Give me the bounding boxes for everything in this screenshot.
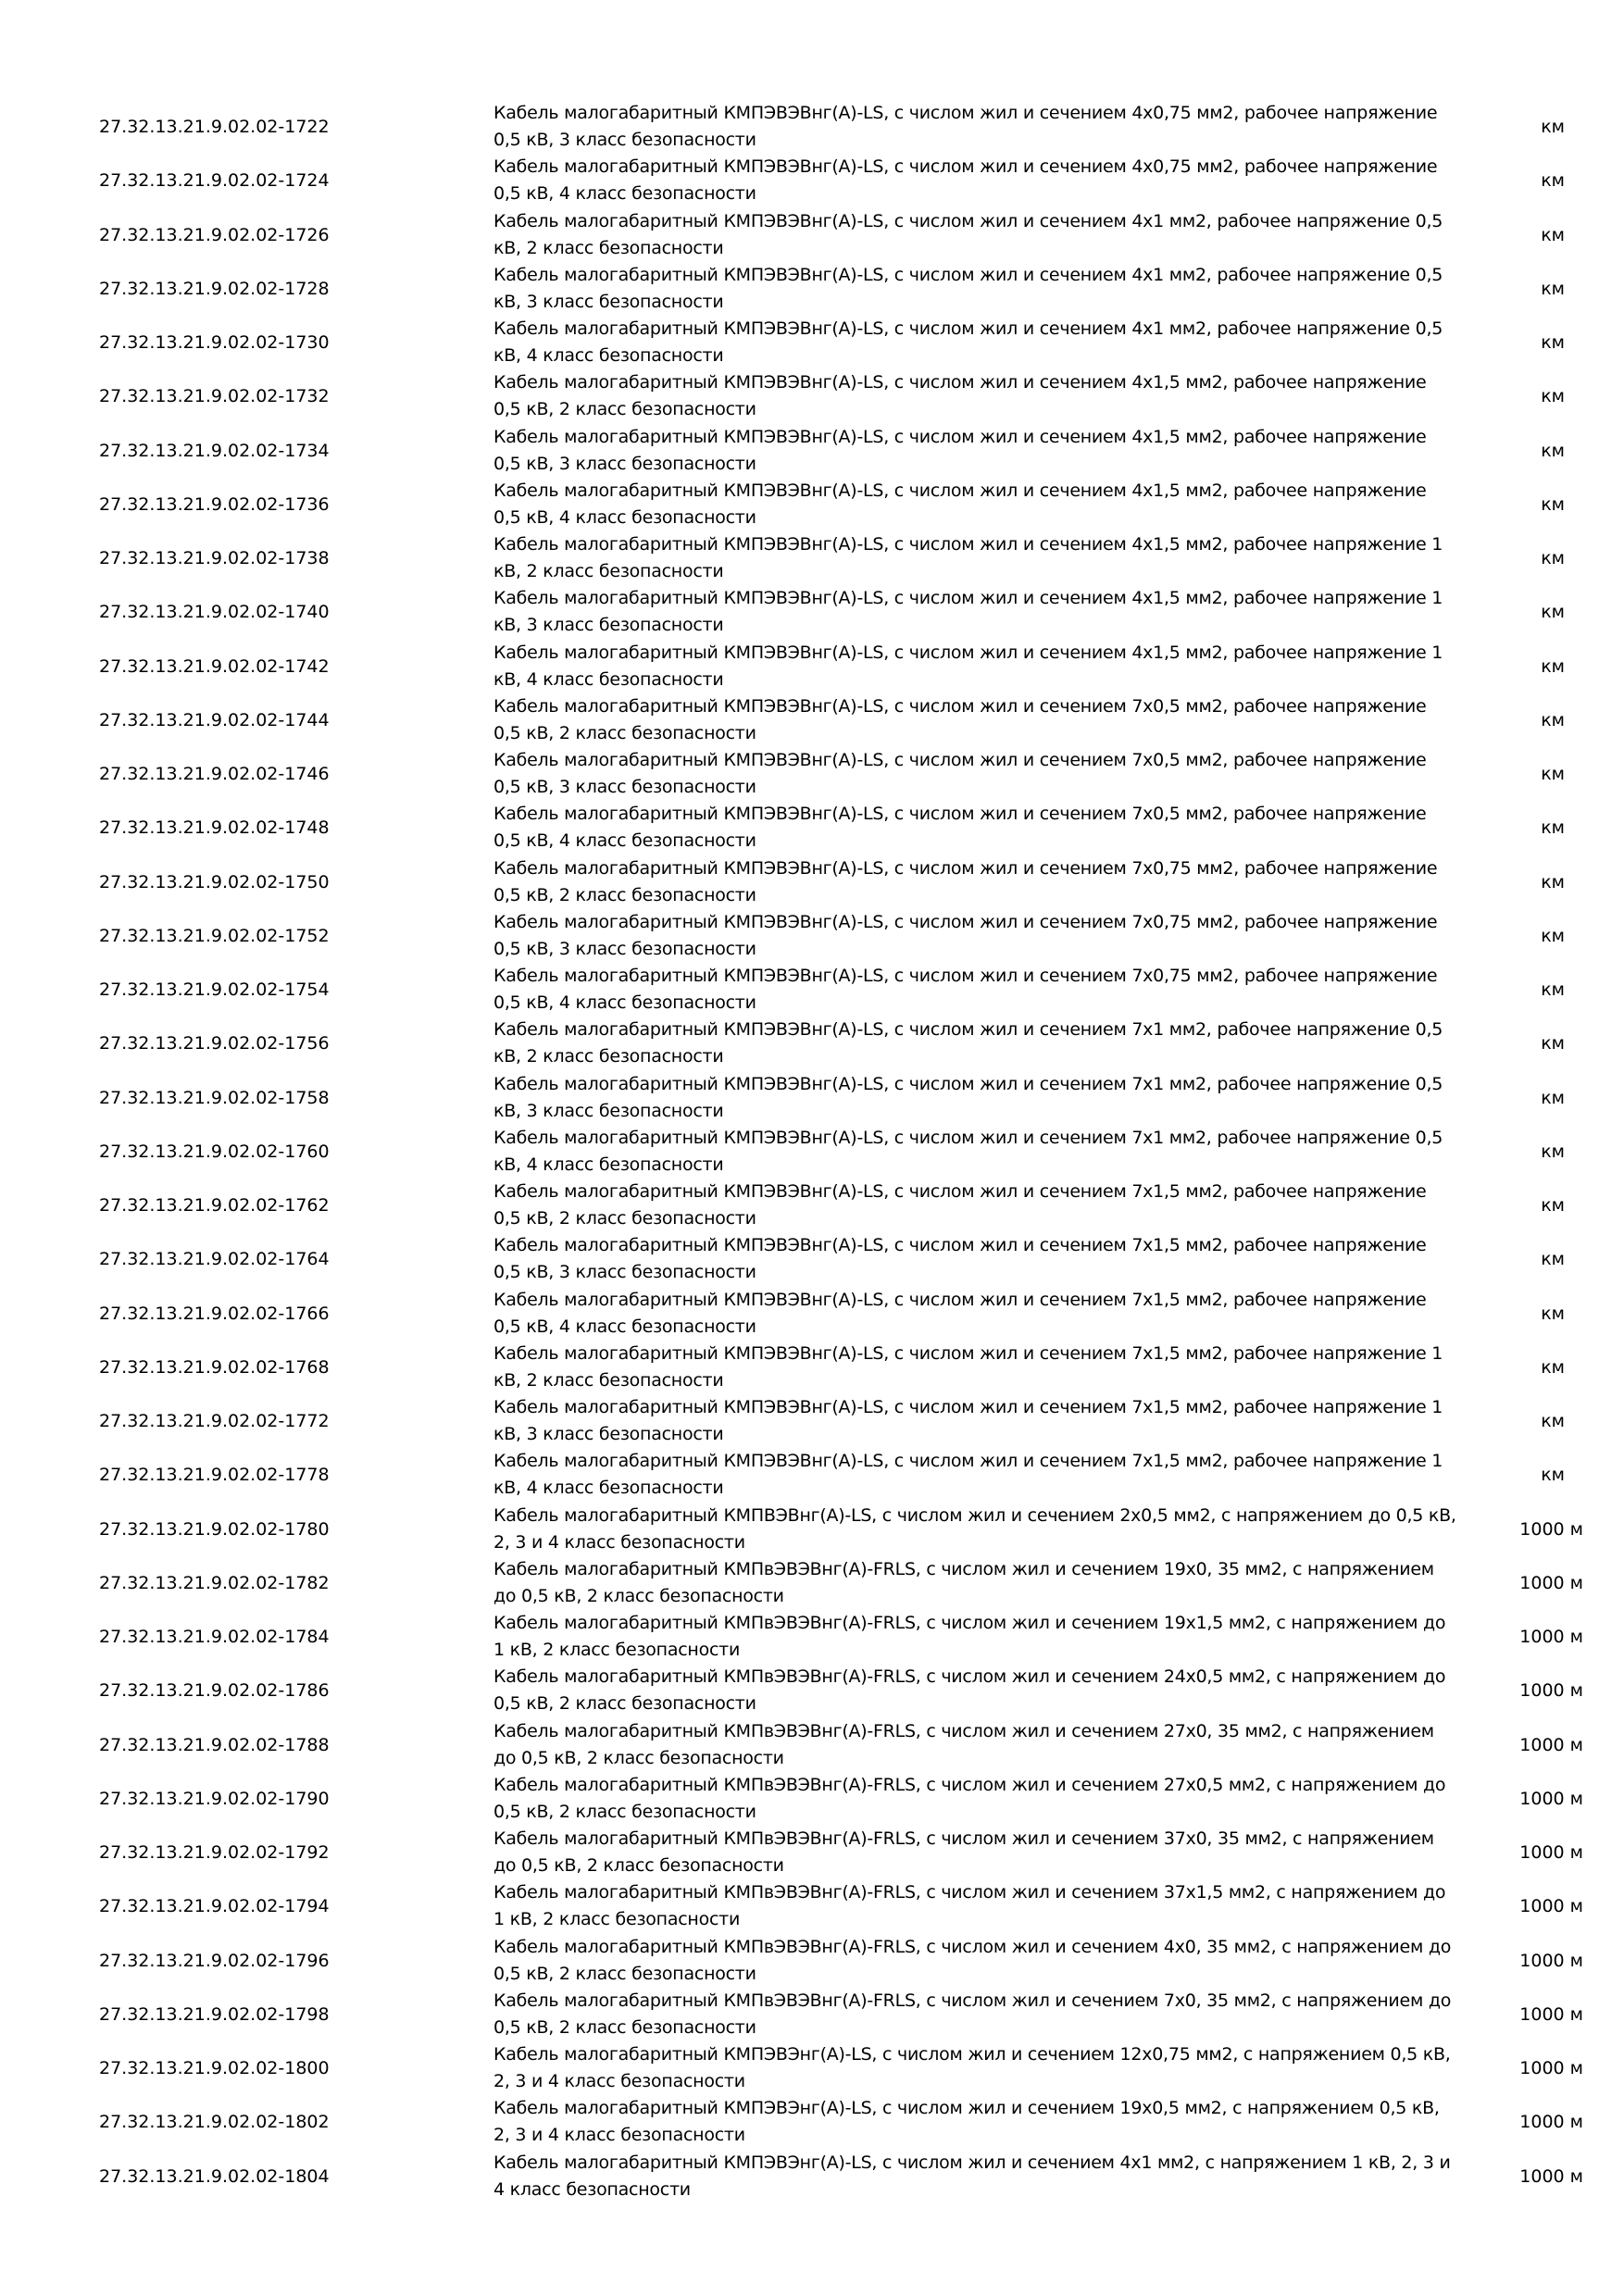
resource-description: Кабель малогабаритный КМПЭВЭВнг(А)-LS, с числом жил и сечением 7х0,5 мм2, рабочее напряжение 0,5 кВ, 2 класс безопасности: [493, 695, 1427, 743]
table-row: [0, 1664, 1624, 1717]
table-row: [0, 1934, 1624, 1988]
unit-of-measure: 1000 м: [1519, 1950, 1583, 1971]
unit-of-measure: 1000 м: [1519, 2003, 1583, 2025]
resource-description: Кабель малогабаритный КМПЭВЭВнг(А)-LS, с числом жил и сечением 7х0,75 мм2, рабочее напряжение 0,5 кВ, 2 класс безопасности: [493, 857, 1438, 905]
resource-description: Кабель малогабаритный КМПЭВЭВнг(А)-LS, с числом жил и сечением 4х1,5 мм2, рабочее напряжение 1 кВ, 2 класс безопасности: [493, 534, 1443, 581]
resource-description: Кабель малогабаритный КМПвЭВЭВнг(А)-FRLS, с числом жил и сечением 27х0, 35 мм2, с напряжением до 0,5 кВ, 2 класс безопасности: [493, 1720, 1434, 1768]
table-row: [0, 2095, 1624, 2149]
unit-of-measure: км: [1541, 1303, 1565, 1324]
unit-of-measure: 1000 м: [1519, 1572, 1583, 1593]
table-row: [0, 1772, 1624, 1826]
resource-code: 27.32.13.21.9.02.02-1734: [99, 440, 330, 461]
unit-of-measure: км: [1541, 1141, 1565, 1162]
table-row: [0, 585, 1624, 639]
resource-description: Кабель малогабаритный КМПЭВЭнг(А)-LS, с числом жил и сечением 4х1 мм2, с напряжением 1 кВ, 2, 3 и 4 класс безопасности: [493, 2152, 1451, 2200]
resource-code: 27.32.13.21.9.02.02-1798: [99, 2003, 330, 2025]
table-row: [0, 1341, 1624, 1394]
resource-description: Кабель малогабаритный КМПЭВЭВнг(А)-LS, с числом жил и сечением 4х1,5 мм2, рабочее напряжение 1 кВ, 4 класс безопасности: [493, 642, 1443, 690]
resource-code: 27.32.13.21.9.02.02-1796: [99, 1950, 330, 1971]
resource-code: 27.32.13.21.9.02.02-1732: [99, 386, 330, 407]
resource-code: 27.32.13.21.9.02.02-1784: [99, 1627, 330, 1647]
unit-of-measure: км: [1541, 817, 1565, 839]
unit-of-measure: 1000 м: [1519, 1734, 1583, 1755]
resource-code: 27.32.13.21.9.02.02-1760: [99, 1141, 330, 1162]
resource-description: Кабель малогабаритный КМПвЭВЭВнг(А)-FRLS, с числом жил и сечением 37х0, 35 мм2, с напряжением до 0,5 кВ, 2 класс безопасности: [493, 1828, 1434, 1876]
resource-code: 27.32.13.21.9.02.02-1744: [99, 709, 330, 730]
table-row: [0, 747, 1624, 801]
resource-description: Кабель малогабаритный КМПЭВЭВнг(А)-LS, с числом жил и сечением 7х0,75 мм2, рабочее напряжение 0,5 кВ, 3 класс безопасности: [493, 911, 1438, 959]
unit-of-measure: 1000 м: [1519, 1627, 1583, 1647]
unit-of-measure: км: [1541, 278, 1565, 299]
resource-code: 27.32.13.21.9.02.02-1788: [99, 1734, 330, 1755]
resource-description: Кабель малогабаритный КМПЭВЭВнг(А)-LS, с числом жил и сечением 4х1 мм2, рабочее напряжение 0,5 кВ, 2 класс безопасности: [493, 210, 1443, 258]
resource-code: 27.32.13.21.9.02.02-1800: [99, 2058, 330, 2078]
unit-of-measure: 1000 м: [1519, 2058, 1583, 2078]
table-row: [0, 1448, 1624, 1502]
unit-of-measure: км: [1541, 764, 1565, 784]
table-row: [0, 855, 1624, 909]
table-row: [0, 424, 1624, 478]
resource-description: Кабель малогабаритный КМПЭВЭВнг(А)-LS, с числом жил и сечением 7х0,5 мм2, рабочее напряжение 0,5 кВ, 3 класс безопасности: [493, 750, 1427, 797]
resource-code: 27.32.13.21.9.02.02-1792: [99, 1842, 330, 1863]
table-row: [0, 1879, 1624, 1933]
resource-description: Кабель малогабаритный КМПвЭВЭВнг(А)-FRLS, с числом жил и сечением 37х1,5 мм2, с напряжением до 1 кВ, 2 класс безопасности: [493, 1882, 1446, 1930]
table-row: [0, 2041, 1624, 2095]
table-row: [0, 1610, 1624, 1664]
resource-code: 27.32.13.21.9.02.02-1764: [99, 1249, 330, 1270]
resource-code: 27.32.13.21.9.02.02-1794: [99, 1896, 330, 1917]
unit-of-measure: км: [1541, 440, 1565, 461]
unit-of-measure: км: [1541, 224, 1565, 245]
resource-code: 27.32.13.21.9.02.02-1726: [99, 224, 330, 245]
resource-description: Кабель малогабаритный КМПЭВЭВнг(А)-LS, с числом жил и сечением 7х0,75 мм2, рабочее напряжение 0,5 кВ, 4 класс безопасности: [493, 966, 1438, 1013]
resource-description: Кабель малогабаритный КМПЭВЭВнг(А)-LS, с числом жил и сечением 7х1,5 мм2, рабочее напряжение 1 кВ, 2 класс безопасности: [493, 1342, 1443, 1391]
table-row: [0, 1071, 1624, 1125]
table-row: [0, 1017, 1624, 1070]
resource-description: Кабель малогабаритный КМПЭВЭВнг(А)-LS, с числом жил и сечением 7х1,5 мм2, рабочее напряжение 1 кВ, 3 класс безопасности: [493, 1397, 1443, 1444]
resource-code: 27.32.13.21.9.02.02-1746: [99, 764, 330, 784]
resource-description: Кабель малогабаритный КМПЭВЭВнг(А)-LS, с числом жил и сечением 4х0,75 мм2, рабочее напряжение 0,5 кВ, 3 класс безопасности: [493, 103, 1438, 150]
resource-code: 27.32.13.21.9.02.02-1724: [99, 170, 330, 192]
table-row: [0, 1125, 1624, 1179]
table-row: [0, 316, 1624, 369]
unit-of-measure: км: [1541, 980, 1565, 1000]
table-row: [0, 693, 1624, 747]
resource-description: Кабель малогабаритный КМПЭВЭВнг(А)-LS, с числом жил и сечением 7х1,5 мм2, рабочее напряжение 0,5 кВ, 4 класс безопасности: [493, 1289, 1427, 1337]
unit-of-measure: км: [1541, 493, 1565, 515]
table-row: [0, 1556, 1624, 1610]
resource-code: 27.32.13.21.9.02.02-1768: [99, 1356, 330, 1378]
unit-of-measure: км: [1541, 1195, 1565, 1216]
resource-code: 27.32.13.21.9.02.02-1730: [99, 332, 330, 353]
resource-description: Кабель малогабаритный КМПВЭВнг(А)-LS, с числом жил и сечением 2х0,5 мм2, с напряжением до 0,5 кВ, 2, 3 и 4 класс безопасности: [493, 1504, 1456, 1553]
table-row: [0, 531, 1624, 585]
table-row: [0, 963, 1624, 1017]
resource-description: Кабель малогабаритный КМПвЭВЭВнг(А)-FRLS, с числом жил и сечением 19х0, 35 мм2, с напряжением до 0,5 кВ, 2 класс безопасности: [493, 1558, 1434, 1606]
unit-of-measure: км: [1541, 1411, 1565, 1431]
resource-description: Кабель малогабаритный КМПЭВЭВнг(А)-LS, с числом жил и сечением 4х1,5 мм2, рабочее напряжение 0,5 кВ, 4 класс безопасности: [493, 480, 1427, 528]
resource-code: 27.32.13.21.9.02.02-1778: [99, 1465, 330, 1486]
resource-description: Кабель малогабаритный КМПвЭВЭВнг(А)-FRLS, с числом жил и сечением 27х0,5 мм2, с напряжением до 0,5 кВ, 2 класс безопасности: [493, 1774, 1446, 1822]
unit-of-measure: 1000 м: [1519, 1788, 1583, 1809]
resource-description: Кабель малогабаритный КМПЭВЭВнг(А)-LS, с числом жил и сечением 4х0,75 мм2, рабочее напряжение 0,5 кВ, 4 класс безопасности: [493, 156, 1438, 205]
unit-of-measure: км: [1541, 709, 1565, 730]
resource-code: 27.32.13.21.9.02.02-1748: [99, 817, 330, 839]
unit-of-measure: км: [1541, 1087, 1565, 1108]
resource-description: Кабель малогабаритный КМПЭВЭВнг(А)-LS, с числом жил и сечением 7х1 мм2, рабочее напряжение 0,5 кВ, 4 класс безопасности: [493, 1127, 1443, 1175]
unit-of-measure: км: [1541, 1465, 1565, 1486]
resource-code: 27.32.13.21.9.02.02-1742: [99, 655, 330, 677]
document-table: [0, 100, 1624, 2203]
resource-description: Кабель малогабаритный КМПЭВЭВнг(А)-LS, с числом жил и сечением 4х1 мм2, рабочее напряжение 0,5 кВ, 3 класс безопасности: [493, 264, 1443, 312]
unit-of-measure: 1000 м: [1519, 2165, 1583, 2187]
resource-code: 27.32.13.21.9.02.02-1738: [99, 548, 330, 568]
table-row: [0, 909, 1624, 963]
table-row: [0, 801, 1624, 855]
resource-description: Кабель малогабаритный КМПЭВЭВнг(А)-LS, с числом жил и сечением 7х1 мм2, рабочее напряжение 0,5 кВ, 2 класс безопасности: [493, 1019, 1443, 1067]
table-row: [0, 2150, 1624, 2203]
table-row: [0, 478, 1624, 531]
table-row: [0, 100, 1624, 154]
table-row: [0, 208, 1624, 262]
resource-description: Кабель малогабаритный КМПЭВЭВнг(А)-LS, с числом жил и сечением 7х1,5 мм2, рабочее напряжение 1 кВ, 4 класс безопасности: [493, 1451, 1443, 1499]
unit-of-measure: км: [1541, 117, 1565, 137]
resource-description: Кабель малогабаритный КМПЭВЭВнг(А)-LS, с числом жил и сечением 4х1,5 мм2, рабочее напряжение 0,5 кВ, 3 класс безопасности: [493, 426, 1427, 474]
unit-of-measure: км: [1541, 548, 1565, 568]
resource-code: 27.32.13.21.9.02.02-1804: [99, 2165, 330, 2187]
resource-code: 27.32.13.21.9.02.02-1790: [99, 1788, 330, 1809]
resource-code: 27.32.13.21.9.02.02-1728: [99, 278, 330, 299]
resource-code: 27.32.13.21.9.02.02-1756: [99, 1033, 330, 1054]
unit-of-measure: км: [1541, 925, 1565, 946]
unit-of-measure: 1000 м: [1519, 1518, 1583, 1540]
table-row: [0, 154, 1624, 207]
table-row: [0, 262, 1624, 316]
table-row: [0, 1287, 1624, 1341]
resource-code: 27.32.13.21.9.02.02-1766: [99, 1303, 330, 1324]
resource-description: Кабель малогабаритный КМПЭВЭВнг(А)-LS, с числом жил и сечением 7х1 мм2, рабочее напряжение 0,5 кВ, 3 класс безопасности: [493, 1073, 1443, 1121]
resource-code: 27.32.13.21.9.02.02-1802: [99, 2112, 330, 2133]
resource-description: Кабель малогабаритный КМПвЭВЭВнг(А)-FRLS, с числом жил и сечением 7х0, 35 мм2, с напряжением до 0,5 кВ, 2 класс безопасности: [493, 1990, 1452, 2038]
table-row: [0, 1503, 1624, 1556]
resource-code: 27.32.13.21.9.02.02-1782: [99, 1572, 330, 1593]
resource-description: Кабель малогабаритный КМПЭВЭнг(А)-LS, с числом жил и сечением 19х0,5 мм2, с напряжением 0,5 кВ, 2, 3 и 4 класс безопасности: [493, 2098, 1440, 2146]
table-row: [0, 1718, 1624, 1772]
table-row: [0, 1394, 1624, 1448]
table-row: [0, 1988, 1624, 2041]
resource-code: 27.32.13.21.9.02.02-1754: [99, 980, 330, 1000]
unit-of-measure: км: [1541, 655, 1565, 677]
unit-of-measure: 1000 м: [1519, 1680, 1583, 1702]
table-row: [0, 1826, 1624, 1879]
unit-of-measure: км: [1541, 1356, 1565, 1378]
table-row: [0, 1232, 1624, 1286]
resource-code: 27.32.13.21.9.02.02-1758: [99, 1087, 330, 1108]
resource-code: 27.32.13.21.9.02.02-1736: [99, 493, 330, 515]
resource-description: Кабель малогабаритный КМПЭВЭВнг(А)-LS, с числом жил и сечением 7х0,5 мм2, рабочее напряжение 0,5 кВ, 4 класс безопасности: [493, 804, 1427, 852]
table-row: [0, 640, 1624, 693]
resource-description: Кабель малогабаритный КМПЭВЭнг(А)-LS, с числом жил и сечением 12х0,75 мм2, с напряжением 0,5 кВ, 2, 3 и 4 класс безопасности: [493, 2044, 1451, 2091]
resource-code: 27.32.13.21.9.02.02-1762: [99, 1195, 330, 1216]
resource-code: 27.32.13.21.9.02.02-1722: [99, 117, 330, 137]
resource-code: 27.32.13.21.9.02.02-1750: [99, 871, 330, 892]
resource-description: Кабель малогабаритный КМПЭВЭВнг(А)-LS, с числом жил и сечением 4х1,5 мм2, рабочее напряжение 1 кВ, 3 класс безопасности: [493, 588, 1443, 636]
table-row: [0, 1179, 1624, 1232]
resource-description: Кабель малогабаритный КМПЭВЭВнг(А)-LS, с числом жил и сечением 7х1,5 мм2, рабочее напряжение 0,5 кВ, 2 класс безопасности: [493, 1181, 1427, 1229]
table-row: [0, 369, 1624, 423]
resource-code: 27.32.13.21.9.02.02-1772: [99, 1411, 330, 1431]
resource-description: Кабель малогабаритный КМПЭВЭВнг(А)-LS, с числом жил и сечением 7х1,5 мм2, рабочее напряжение 0,5 кВ, 3 класс безопасности: [493, 1235, 1427, 1283]
unit-of-measure: 1000 м: [1519, 1842, 1583, 1863]
resource-description: Кабель малогабаритный КМПЭВЭВнг(А)-LS, с числом жил и сечением 4х1,5 мм2, рабочее напряжение 0,5 кВ, 2 класс безопасности: [493, 372, 1427, 420]
resource-description: Кабель малогабаритный КМПвЭВЭВнг(А)-FRLS, с числом жил и сечением 24х0,5 мм2, с напряжением до 0,5 кВ, 2 класс безопасности: [493, 1666, 1446, 1715]
unit-of-measure: км: [1541, 1033, 1565, 1054]
resource-code: 27.32.13.21.9.02.02-1780: [99, 1518, 330, 1540]
unit-of-measure: км: [1541, 871, 1565, 892]
resource-description: Кабель малогабаритный КМПЭВЭВнг(А)-LS, с числом жил и сечением 4х1 мм2, рабочее напряжение 0,5 кВ, 4 класс безопасности: [493, 318, 1443, 366]
unit-of-measure: 1000 м: [1519, 1896, 1583, 1917]
unit-of-measure: км: [1541, 170, 1565, 192]
resource-code: 27.32.13.21.9.02.02-1752: [99, 925, 330, 946]
unit-of-measure: км: [1541, 332, 1565, 353]
resource-description: Кабель малогабаритный КМПвЭВЭВнг(А)-FRLS, с числом жил и сечением 4х0, 35 мм2, с напряжением до 0,5 кВ, 2 класс безопасности: [493, 1936, 1452, 1984]
unit-of-measure: км: [1541, 602, 1565, 623]
resource-code: 27.32.13.21.9.02.02-1740: [99, 602, 330, 623]
unit-of-measure: км: [1541, 386, 1565, 407]
unit-of-measure: 1000 м: [1519, 2112, 1583, 2133]
resource-description: Кабель малогабаритный КМПвЭВЭВнг(А)-FRLS, с числом жил и сечением 19х1,5 мм2, с напряжением до 1 кВ, 2 класс безопасности: [493, 1613, 1446, 1660]
resource-code: 27.32.13.21.9.02.02-1786: [99, 1680, 330, 1702]
unit-of-measure: км: [1541, 1249, 1565, 1270]
